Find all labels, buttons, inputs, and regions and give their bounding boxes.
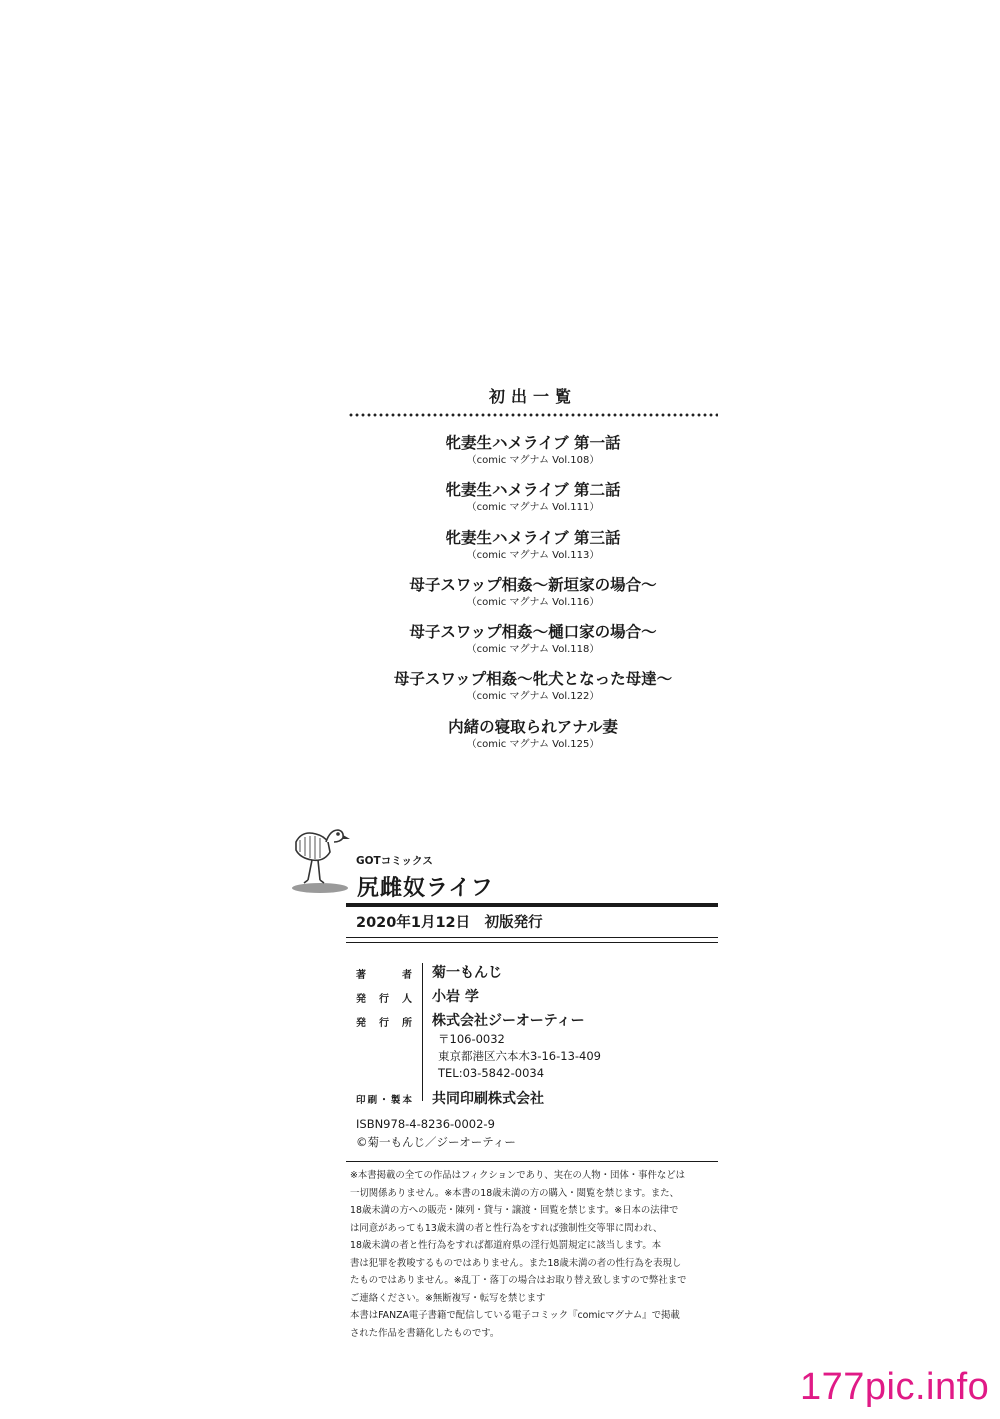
note-line: 本書はFANZA電子書籍で配信している電子コミック『comicマグナム』で掲載 <box>350 1310 680 1321</box>
toc-entry-source: （comic マグナム Vol.125） <box>466 738 600 750</box>
watermark: 177pic.info <box>800 1366 990 1408</box>
toc-entry-title: 母子スワップ相姦～牝犬となった母達～ <box>393 670 673 689</box>
publisher-address <box>438 1031 601 1082</box>
title-rule <box>346 903 718 907</box>
note-line: 一切関係ありません。※本書の18歳未満の方の購入・閲覧を禁じます。また、 <box>350 1187 679 1199</box>
toc-heading: 初出一覧 <box>488 387 577 406</box>
copyright: ©菊一もんじ／ジーオーティー <box>356 1135 516 1149</box>
credit-row-publisher-person <box>356 986 718 1010</box>
note-line: された作品を書籍化したものです。 <box>350 1327 500 1339</box>
bird-logo-icon <box>290 822 352 894</box>
address-line: 東京都港区六本木3-16-13-409 <box>438 1049 601 1063</box>
credit-row-printer <box>356 1088 718 1112</box>
toc-entry-source: （comic マグナム Vol.113） <box>466 549 600 561</box>
note-line: は同意があっても13歳未満の者と性行為をすれば強制性交等罪に問われ、 <box>350 1222 663 1234</box>
credit-value: 小岩 学 <box>432 989 479 1005</box>
toc-entry-title: 牝妻生ハメライブ 第二話 <box>445 481 621 500</box>
address-line: 〒106-0032 <box>438 1032 505 1046</box>
credit-row-author <box>356 962 718 986</box>
legal-notes <box>350 1167 722 1342</box>
toc-entry-title: 牝妻生ハメライブ 第一話 <box>445 434 621 452</box>
toc-entry-source: （comic マグナム Vol.122） <box>466 691 600 703</box>
isbn: ISBN978-4-8236-0002-9 <box>356 1117 495 1131</box>
toc-list <box>340 432 726 763</box>
toc-entry <box>340 479 726 526</box>
note-line: 18歳未満の者と性行為をすれば都道府県の淫行処罰規定に該当します。本 <box>350 1240 662 1251</box>
credit-value: 菊一もんじ <box>432 965 502 981</box>
note-line: 書は犯罪を教唆するものではありません。また18歳未満の者の性行為を表現し <box>350 1257 682 1269</box>
series-label: GOTコミックス <box>356 855 433 867</box>
credits-divider <box>422 963 423 1101</box>
book-title: 尻雌奴ライフ <box>357 876 494 901</box>
note-line: ※本書掲載の全ての作品はフィクションであり、実在の人物・団体・事件などは <box>350 1170 686 1181</box>
toc-entry-source: （comic マグナム Vol.116） <box>466 596 600 608</box>
credit-value: 共同印刷株式会社 <box>432 1091 544 1107</box>
toc-entry-title: 内緒の寝取られアナル妻 <box>448 717 618 736</box>
credit-label: 発行人 <box>356 994 412 1005</box>
toc-entry <box>340 527 726 574</box>
release-date: 2020年1月12日 初版発行 <box>356 915 543 931</box>
release-rule <box>346 942 718 943</box>
note-line: たものではありません。※乱丁・落丁の場合はお取り替え致しますので弊社まで <box>350 1275 687 1286</box>
note-line: ご連絡ください。※無断複写・転写を禁じます <box>350 1292 546 1304</box>
dotted-divider <box>348 412 718 418</box>
credit-label: 著者 <box>356 970 412 981</box>
isbn-block <box>356 1115 516 1151</box>
toc-entry <box>340 432 726 479</box>
toc-entry-title: 母子スワップ相姦～新垣家の場合～ <box>409 575 657 594</box>
note-line: 18歳未満の方への販売・陳列・貸与・譲渡・回覧を禁じます。※日本の法律で <box>350 1205 679 1216</box>
toc-entry-source: （comic マグナム Vol.111） <box>466 502 600 514</box>
toc-entry <box>340 716 726 763</box>
credit-label: 発行所 <box>356 1018 412 1029</box>
toc-entry-source: （comic マグナム Vol.118） <box>466 644 600 656</box>
credit-value: 株式会社ジーオーティー <box>432 1013 585 1029</box>
address-line: TEL:03-5842-0034 <box>438 1066 545 1080</box>
toc-entry <box>340 621 726 668</box>
toc-entry-title: 母子スワップ相姦～樋口家の場合～ <box>409 623 657 642</box>
credit-label: 印刷・製本 <box>356 1095 412 1106</box>
toc-entry-title: 牝妻生ハメライブ 第三話 <box>445 528 621 547</box>
toc-entry-source: （comic マグナム Vol.108） <box>466 455 600 466</box>
toc-entry <box>340 574 726 621</box>
toc-entry <box>340 668 726 715</box>
release-rule <box>346 937 718 938</box>
notes-rule <box>346 1161 718 1162</box>
